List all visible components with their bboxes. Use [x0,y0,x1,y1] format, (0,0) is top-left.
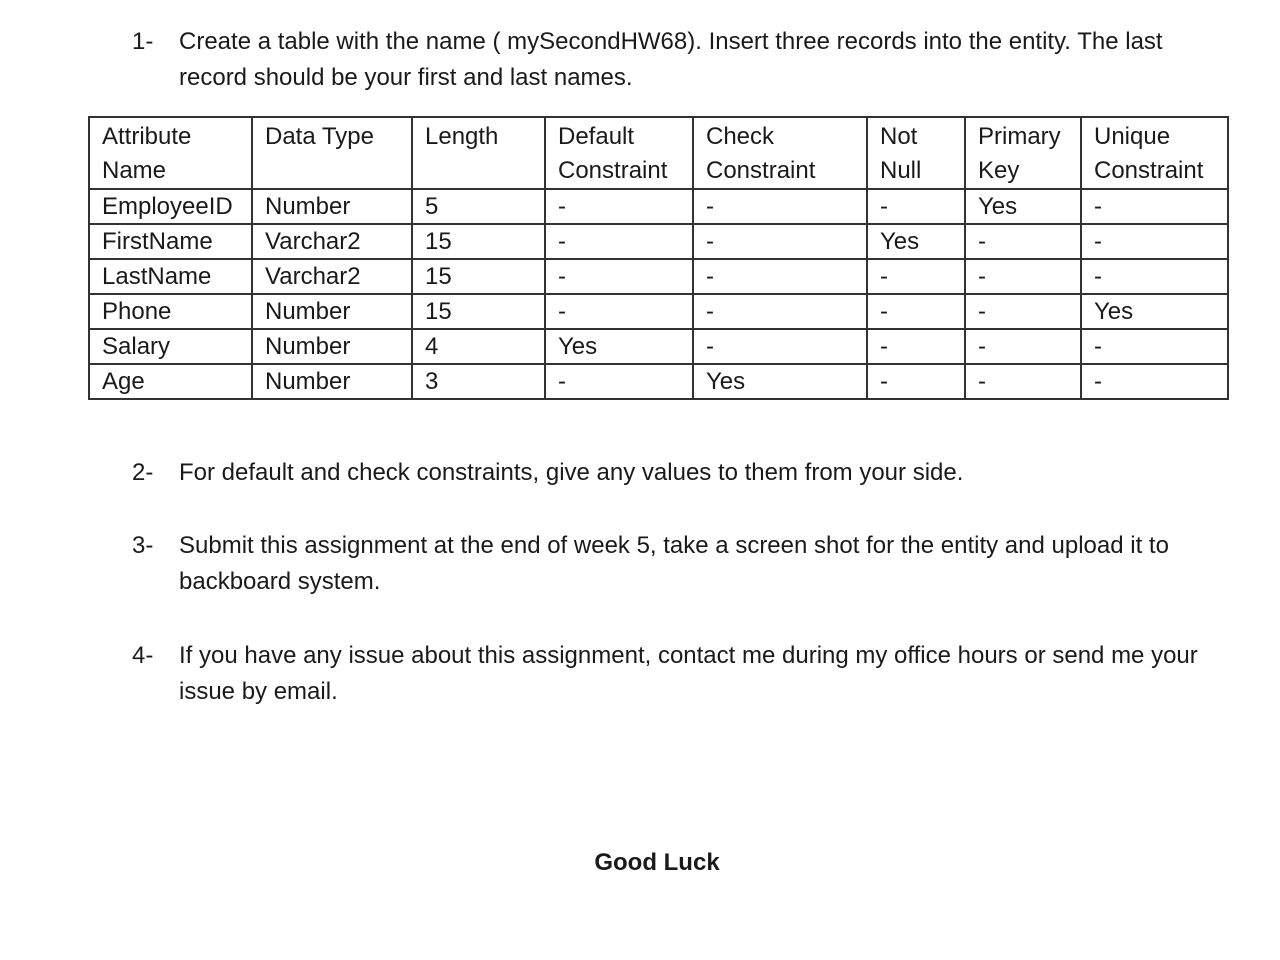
table-cell: 15 [412,224,545,259]
table-cell: Varchar2 [252,224,412,259]
table-cell: Age [89,364,252,399]
table-row [89,189,1228,224]
table-cell: 3 [412,364,545,399]
table-cell: 15 [412,259,545,294]
table-cell: - [693,259,867,294]
table-cell: - [1081,329,1228,364]
instruction-1-number: 1- [132,28,154,55]
table-cell: - [693,189,867,224]
table-cell: - [965,259,1081,294]
instruction-4 [132,638,1232,710]
instruction-3-text: Submit this assignment at the end of week 5, take a screen shot for the entity and upload it to backboard system. [179,532,1169,595]
table-cell: - [693,294,867,329]
instruction-2-text: For default and check constraints, give any values to them from your side. [179,459,964,486]
table-cell: Varchar2 [252,259,412,294]
table-cell: Salary [89,329,252,364]
table-row [89,224,1228,259]
table-cell: Yes [545,329,693,364]
closing-text: Good Luck [594,849,720,876]
table-row [89,259,1228,294]
table-cell: 4 [412,329,545,364]
table-cell: - [1081,364,1228,399]
table-cell: LastName [89,259,252,294]
table-cell: Yes [965,189,1081,224]
table-cell: EmployeeID [89,189,252,224]
header-not-null: Not Null [867,117,965,189]
table-cell: - [867,259,965,294]
instruction-2-number: 2- [132,459,154,486]
table-cell: - [867,364,965,399]
header-default-constraint: Default Constraint [545,117,693,189]
instruction-2 [132,455,1232,491]
attribute-spec-table [88,116,1229,400]
table-row [89,294,1228,329]
table-cell: FirstName [89,224,252,259]
instruction-3 [132,528,1232,600]
table-cell: - [693,329,867,364]
instruction-3-number: 3- [132,532,154,559]
table-header-row [89,117,1228,189]
table-cell: - [867,294,965,329]
table-cell: - [545,224,693,259]
instruction-1-text: Create a table with the name ( mySecondHW68). Insert three records into the entity. The last record should be your first and last names. [179,28,1163,91]
table-cell: Yes [1081,294,1228,329]
table-cell: Yes [867,224,965,259]
table-cell: - [965,329,1081,364]
table-cell: 15 [412,294,545,329]
table-cell: - [1081,224,1228,259]
table-cell: - [1081,259,1228,294]
table-row [89,364,1228,399]
table-cell: - [545,259,693,294]
table-cell: Phone [89,294,252,329]
instruction-4-text: If you have any issue about this assignment, contact me during my office hours or send me your issue by email. [179,642,1198,705]
table-cell: - [545,189,693,224]
header-attribute-name: Attribute Name [89,117,252,189]
header-primary-key: Primary Key [965,117,1081,189]
instruction-4-number: 4- [132,642,154,669]
header-check-constraint: Check Constraint [693,117,867,189]
header-unique-constraint: Unique Constraint [1081,117,1228,189]
table-cell: - [867,329,965,364]
table-cell: Yes [693,364,867,399]
table-cell: - [965,364,1081,399]
table-cell: 5 [412,189,545,224]
table-cell: Number [252,364,412,399]
table-cell: Number [252,294,412,329]
table-cell: - [965,294,1081,329]
table-cell: - [545,364,693,399]
table-cell: Number [252,189,412,224]
table-cell: - [867,189,965,224]
header-length: Length [412,117,545,189]
table-cell: - [545,294,693,329]
table-cell: - [965,224,1081,259]
instruction-1 [132,24,1232,96]
header-data-type: Data Type [252,117,412,189]
table-cell: - [1081,189,1228,224]
table-row [89,329,1228,364]
table-cell: - [693,224,867,259]
table-cell: Number [252,329,412,364]
